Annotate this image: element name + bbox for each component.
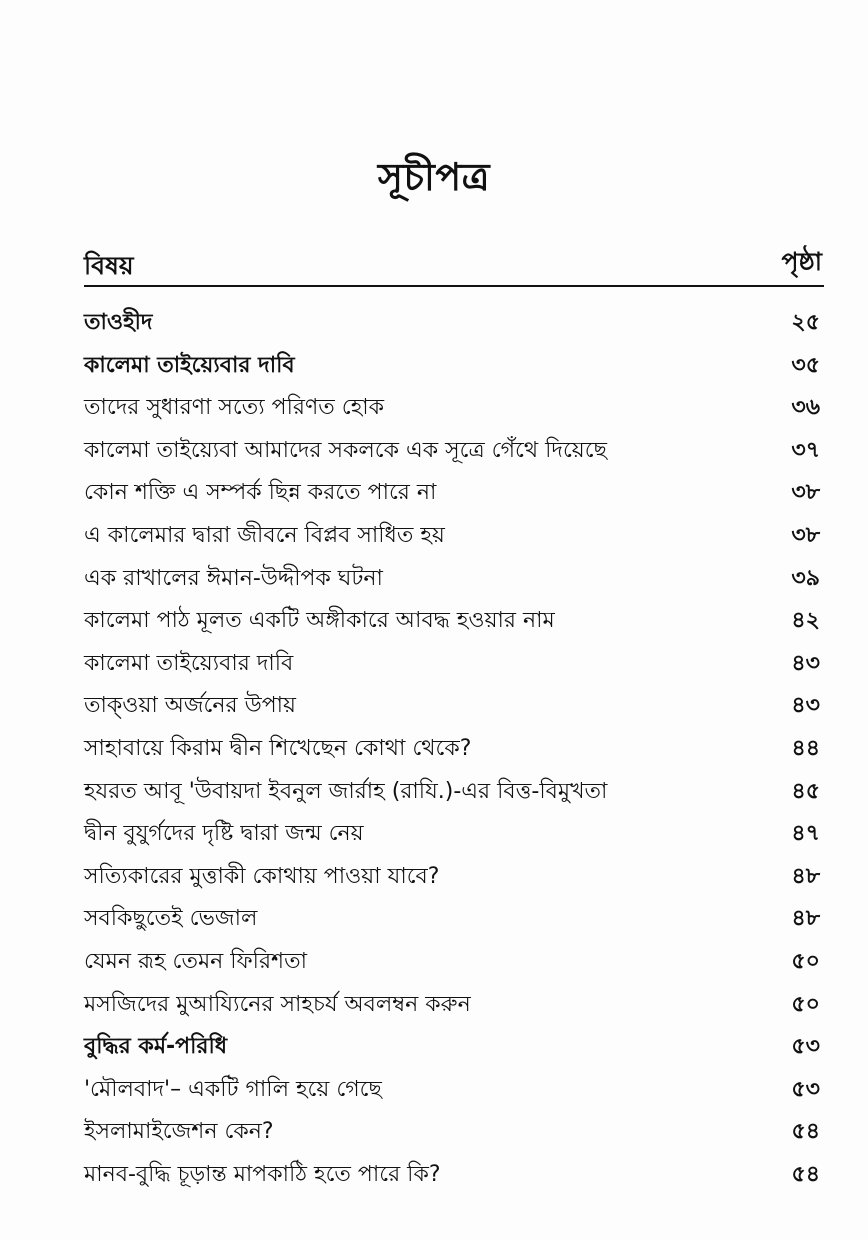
toc-entry	[84, 898, 822, 941]
toc-entry-title: এ কালেমার দ্বারা জীবনে বিপ্লব সাধিত হয়	[84, 522, 445, 548]
toc-entry	[84, 1154, 822, 1197]
toc-entry-title: তাদের সুধারণা সত্যে পরিণত হোক	[84, 395, 385, 421]
toc-entry-title: সত্যিকারের মুত্তাকী কোথায় পাওয়া যাবে?	[84, 863, 440, 889]
toc-entry-page: ৫৩	[791, 1034, 820, 1060]
toc-entry-title: কালেমা তাইয়্যেবার দাবি	[84, 650, 294, 676]
toc-entry	[84, 600, 822, 643]
toc-entry-page: ৪৮	[791, 906, 820, 932]
toc-entry	[84, 302, 822, 345]
toc-entry	[84, 941, 822, 984]
toc-entry-title: মসজিদের মুআয্যিনের সাহচর্য অবলম্বন করুন	[84, 991, 471, 1017]
toc-list	[84, 302, 822, 1196]
toc-entry-title: যেমন রূহ তেমন ফিরিশতা	[84, 948, 307, 974]
toc-entry-title: তাক্ওয়া অর্জনের উপায়	[84, 693, 297, 719]
toc-entry-title: মানব-বুদ্ধি চূড়ান্ত মাপকাঠি হতে পারে কি?	[84, 1161, 441, 1187]
toc-entry-page: ৪৭	[791, 821, 820, 847]
toc-entry-title: কোন শক্তি এ সম্পর্ক ছিন্ন করতে পারে না	[84, 480, 437, 506]
toc-entry-title: কালেমা তাইয়্যেবা আমাদের সকলকে এক সূত্রে গেঁথে দিয়েছে	[84, 437, 607, 463]
toc-entry	[84, 387, 822, 430]
toc-entry-page: ৪৮	[791, 863, 820, 889]
toc-entry	[84, 771, 822, 814]
toc-entry-page: ৫০	[791, 991, 820, 1017]
toc-entry	[84, 1111, 822, 1154]
toc-entry-title: তাওহীদ	[84, 310, 153, 335]
toc-entry-title: হযরত আবূ 'উবায়দা ইবনুল জার্রাহ (রাযি.)-এর বিত্ত-বিমুখতা	[84, 778, 608, 804]
toc-entry	[84, 685, 822, 728]
toc-entry	[84, 1069, 822, 1112]
toc-entry-title: বুদ্ধির কর্ম-পরিধি	[84, 1034, 228, 1060]
toc-entry-page: ৪২	[791, 608, 820, 634]
toc-entry-page: ৩৮	[791, 480, 820, 506]
toc-entry-title: সাহাবায়ে কিরাম দ্বীন শিখেছেন কোথা থেকে?	[84, 735, 472, 761]
toc-entry-page: ৫৪	[791, 1161, 820, 1187]
toc-entry	[84, 558, 822, 601]
toc-entry	[84, 643, 822, 686]
toc-entry-page: ৪৪	[791, 735, 820, 761]
toc-entry	[84, 515, 822, 558]
toc-entry	[84, 813, 822, 856]
toc-entry-page: ৫০	[791, 948, 820, 974]
toc-entry-page: ৪৩	[791, 650, 820, 676]
header-divider	[84, 285, 824, 287]
toc-entry-title: সবকিছুতেই ভেজাল	[84, 906, 258, 932]
toc-entry	[84, 984, 822, 1027]
toc-entry-page: ৪৩	[791, 693, 820, 719]
toc-entry-page: ৫৪	[791, 1119, 820, 1145]
toc-entry-page: ২৫	[791, 310, 820, 335]
subject-column-label: বিষয়	[84, 251, 134, 280]
page-title: সূচীপত্র	[377, 155, 491, 199]
toc-entry-title: কালেমা পাঠ মূলত একটি অঙ্গীকারে আবদ্ধ হওয়ার নাম	[84, 608, 555, 634]
toc-entry-page: ৩৬	[791, 395, 820, 421]
toc-entry	[84, 728, 822, 771]
toc-entry-title: কালেমা তাইয়্যেবার দাবি	[84, 352, 295, 378]
toc-entry	[84, 856, 822, 899]
toc-entry-page: ৫৩	[791, 1076, 820, 1102]
toc-header	[84, 242, 822, 286]
page-column-label: পৃষ্ঠা	[781, 247, 822, 276]
toc-entry-title: দ্বীন বুযুর্গদের দৃষ্টি দ্বারা জন্ম নেয়	[84, 821, 364, 847]
toc-entry	[84, 1026, 822, 1069]
toc-entry-page: ৪৫	[791, 778, 820, 804]
toc-entry-title: 'মৌলবাদ'– একটি গালি হয়ে গেছে	[84, 1076, 382, 1102]
toc-entry	[84, 472, 822, 515]
toc-entry	[84, 430, 822, 473]
toc-entry-title: ইসলামাইজেশন কেন?	[84, 1119, 274, 1145]
toc-entry-page: ৩৮	[791, 522, 820, 548]
toc-entry-page: ৩৭	[791, 437, 820, 463]
toc-entry-title: এক রাখালের ঈমান-উদ্দীপক ঘটনা	[84, 565, 383, 591]
toc-entry-page: ৩৯	[791, 565, 820, 591]
toc-entry	[84, 345, 822, 388]
toc-entry-page: ৩৫	[791, 352, 820, 378]
